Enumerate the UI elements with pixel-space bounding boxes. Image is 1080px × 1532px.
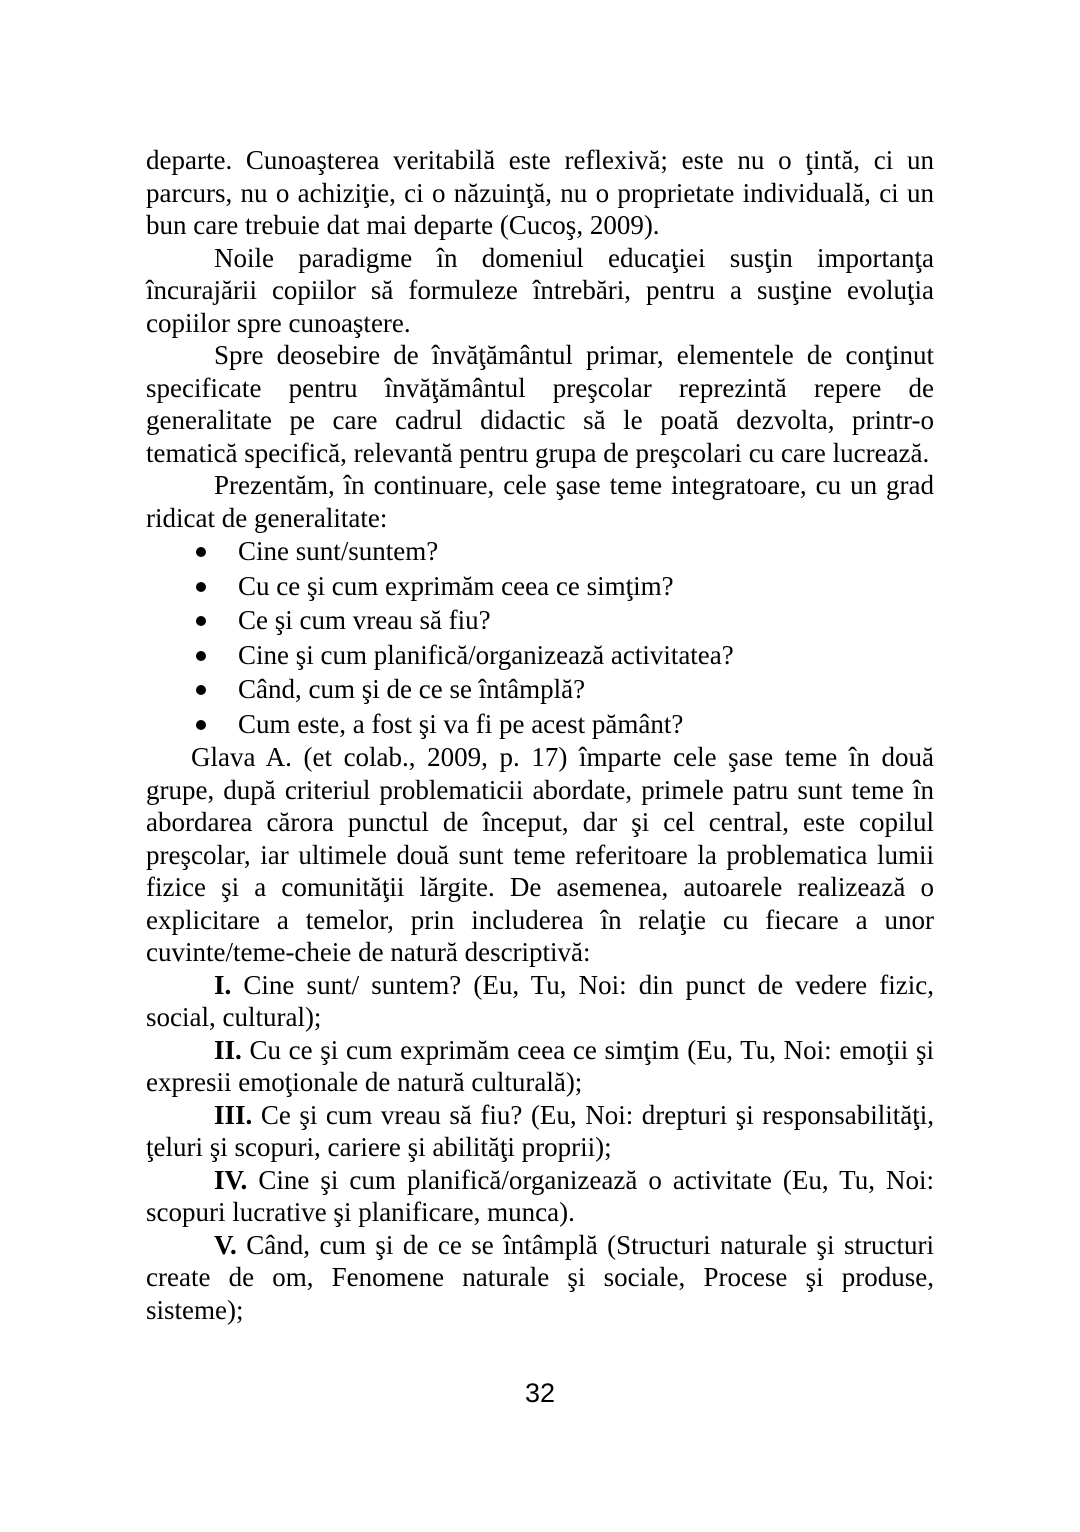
list-item: [146, 638, 934, 673]
list-item-text: Ce şi cum vreau să fiu?: [238, 605, 491, 635]
theme-paragraph: [146, 969, 934, 1034]
paragraph-noile-paradigme: Noile paradigme în domeniul educaţiei susţin importanţa încurajării copiilor să formuleze întrebări, pentru a susţine evoluţia copiilor spre cunoaştere.: [146, 242, 934, 338]
theme-numeral: I.: [214, 969, 232, 1000]
theme-paragraph: [146, 1164, 934, 1229]
list-item-text: Cine şi cum planifică/organizează activitatea?: [238, 639, 734, 670]
theme-text: Ce şi cum vreau să fiu? (Eu, Noi: drepturi şi responsabilităţi, ţeluri şi scopuri, cariere şi abilităţi proprii);: [146, 1099, 935, 1162]
theme-text: Cu ce şi cum exprimăm ceea ce simţim (Eu, Tu, Noi: emoţii şi expresii emoţionale de natură culturală);: [146, 1034, 934, 1097]
theme-numeral: IV.: [214, 1164, 248, 1195]
theme-text: Când, cum şi de ce se întâmplă (Structuri naturale şi structuri create de om, Fenomene naturale şi sociale, Procese şi produse, sisteme);: [146, 1229, 934, 1325]
bullet-icon: [196, 582, 206, 592]
bullet-icon: [196, 616, 206, 626]
paragraph-cunoasterea: departe. Cunoaşterea veritabilă este reflexivă; este nu o ţintă, ci un parcurs, nu o achiziţie, ci o năzuinţă, nu o proprietate individuală, ci un bun care trebuie dat mai departe (Cucoş, 2009).: [146, 145, 934, 240]
list-item-text: Cine sunt/suntem?: [238, 536, 439, 566]
page-number: 32: [524, 1378, 556, 1408]
bullet-icon: [196, 720, 206, 730]
paragraph-glava: Glava A. (et colab., 2009, p. 17) împarte cele şase teme în două grupe, după criteriul problematicii abordate, primele patru sunt teme în abordarea cărora punctul de început, dar şi cel central, este copilul preşcolar, iar ultimele două sunt teme referitoare la problematica lumii fizice şi a comunităţii lărgite. De asemenea, autoarele realizează o explicitare a temelor, prin includerea în relaţie cu fiecare a unor cuvinte/teme-cheie de natură descriptivă:: [146, 742, 934, 967]
bullet-icon: [196, 651, 206, 661]
theme-numeral: III.: [214, 1099, 253, 1130]
theme-paragraph: [146, 1229, 934, 1327]
paragraph-prezentam: Prezentăm, în continuare, cele şase teme integratoare, cu un grad ridicat de generalitate:: [146, 470, 934, 533]
page-body: [146, 144, 934, 1326]
theme-text: Cine şi cum planifică/organizează o activitate (Eu, Tu, Noi: scopuri lucrative şi planificare, munca).: [146, 1164, 934, 1227]
theme-paragraph: [146, 1099, 934, 1164]
list-item: [146, 569, 934, 604]
theme-text: Cine sunt/ suntem? (Eu, Tu, Noi: din punct de vedere fizic, social, cultural);: [146, 969, 935, 1032]
list-item-text: Cum este, a fost şi va fi pe acest pământ?: [238, 708, 684, 739]
paragraph-spre-deosebire: Spre deosebire de învăţământul primar, elementele de conţinut specificate pentru învăţământul preşcolar reprezintă repere de generalitate pe care cadrul didactic să le poată dezvolta, printr-o tematică specifică, relevantă pentru grupa de preşcolari cu care lucrează.: [146, 340, 934, 468]
theme-paragraph: [146, 1034, 934, 1099]
theme-numeral: II.: [214, 1034, 242, 1065]
list-item: [146, 672, 934, 707]
list-item-text: Când, cum şi de ce se întâmplă?: [238, 674, 586, 704]
bullet-icon: [196, 547, 206, 557]
list-item: [146, 603, 934, 638]
integrative-themes-list: [146, 534, 934, 741]
list-item: [146, 534, 934, 569]
theme-numeral: V.: [214, 1229, 237, 1260]
list-item: [146, 707, 934, 742]
list-item-text: Cu ce şi cum exprimăm ceea ce simţim?: [238, 570, 674, 601]
bullet-icon: [196, 685, 206, 695]
